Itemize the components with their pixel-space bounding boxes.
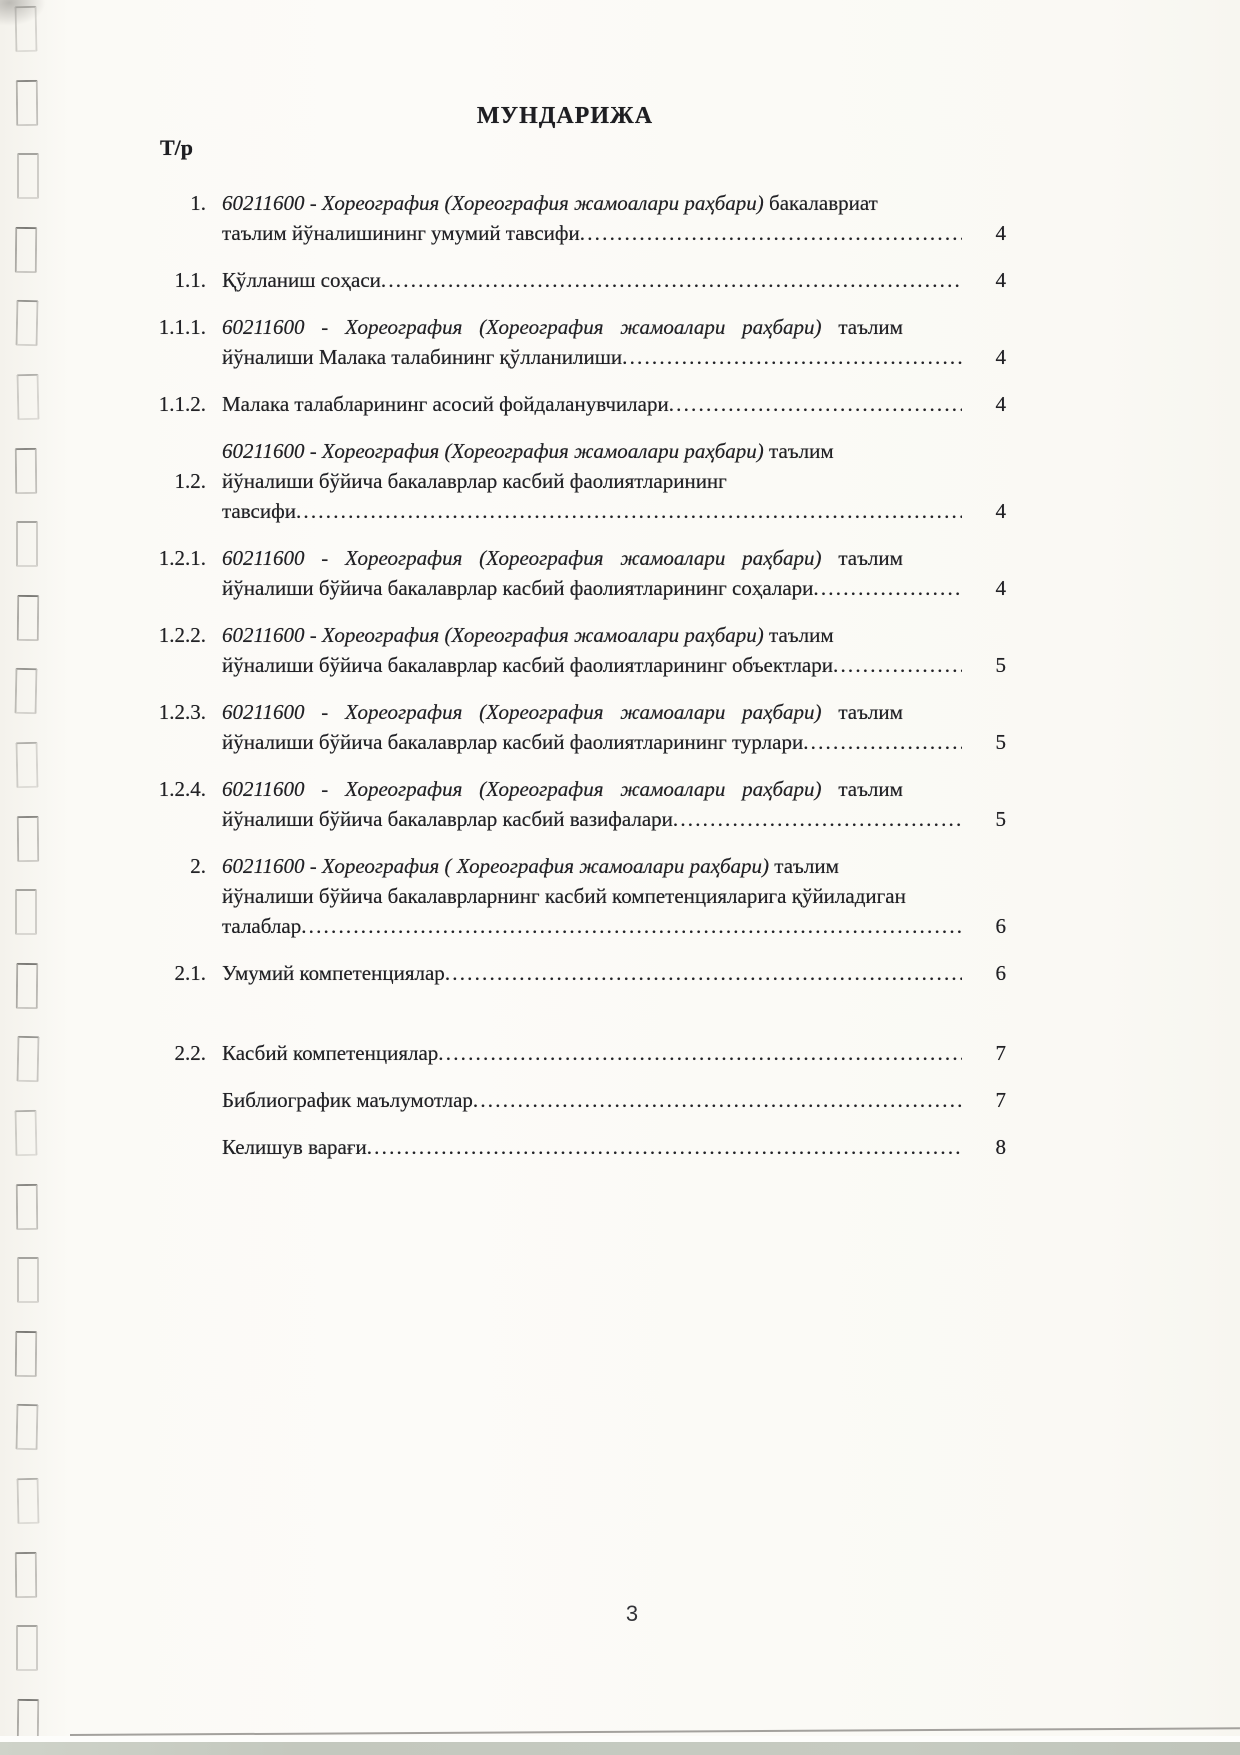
toc-entry-title bbox=[222, 774, 962, 834]
binding-hole bbox=[16, 742, 39, 788]
toc-entry bbox=[134, 1038, 1006, 1068]
scan-page-edge-line bbox=[70, 1727, 1240, 1736]
toc-title-segment: таълим bbox=[821, 546, 903, 570]
binding-hole bbox=[15, 227, 37, 273]
toc-entry-line bbox=[222, 881, 962, 911]
toc-entry bbox=[134, 312, 1006, 372]
dotted-leader bbox=[438, 1038, 962, 1068]
toc-title-segment: йўналиши бўйича бакалаврлар касбий фаолиятларининг турлари bbox=[222, 730, 804, 754]
toc-entry-line bbox=[222, 543, 962, 573]
toc-title-segment: таълим bbox=[763, 439, 834, 463]
toc-entry-title bbox=[222, 620, 962, 680]
toc-entry-line bbox=[222, 958, 962, 988]
toc-entry bbox=[134, 958, 1006, 988]
toc-entry-page-number: 5 bbox=[995, 730, 1006, 754]
toc-entry-number: 1.1. bbox=[174, 268, 206, 292]
toc-entry bbox=[134, 188, 1006, 248]
toc-entry-line bbox=[222, 620, 962, 650]
binding-hole bbox=[17, 1478, 40, 1524]
toc-entry-page-number: 4 bbox=[995, 499, 1006, 523]
toc-title-segment: бакалавриат bbox=[763, 191, 878, 215]
toc-title-segment: таълим йўналишининг умумий тавсифи bbox=[222, 221, 580, 245]
dotted-leader bbox=[445, 958, 962, 988]
toc-title-segment: талаблар bbox=[222, 914, 302, 938]
binding-hole bbox=[15, 1110, 38, 1156]
binding-hole bbox=[15, 1551, 37, 1597]
toc-entry-number bbox=[134, 1132, 222, 1162]
binding-hole bbox=[15, 889, 37, 935]
toc-entry-title bbox=[222, 543, 962, 603]
toc-entry-line bbox=[222, 342, 962, 372]
binding-hole bbox=[16, 1625, 38, 1671]
toc-entry-page-number: 6 bbox=[995, 914, 1006, 938]
binding-hole bbox=[15, 668, 38, 714]
toc-title-segment: йўналиши Малака талабининг қўлланилиши bbox=[222, 345, 623, 369]
toc-title-segment: Қўлланиш соҳаси bbox=[222, 268, 381, 292]
toc-entry-number: 1.2.3. bbox=[158, 700, 206, 724]
binding-hole bbox=[17, 1257, 39, 1303]
toc-entry-line bbox=[222, 1085, 962, 1115]
toc-entry-line bbox=[222, 1132, 962, 1162]
binding-hole bbox=[16, 1404, 39, 1450]
toc-entry-page-number: 4 bbox=[995, 576, 1006, 600]
toc-entry bbox=[134, 436, 1006, 526]
toc-entry-title bbox=[222, 697, 962, 757]
column-header-tr: Т/р bbox=[160, 135, 194, 160]
toc-entry-page-number: 8 bbox=[995, 1135, 1006, 1159]
toc-entry-number bbox=[134, 1085, 222, 1115]
toc-entry-number: 1.1.1. bbox=[158, 315, 206, 339]
toc-title-italic-segment: 60211600 - Хореография (Хореография жамоалари раҳбари) bbox=[222, 315, 822, 339]
binding-hole bbox=[16, 300, 39, 346]
toc-title-segment: таълим bbox=[821, 315, 903, 339]
toc-entry-number: 2.2. bbox=[174, 1041, 206, 1065]
toc-entry-title bbox=[222, 1132, 962, 1162]
toc-title-segment: Умумий компетенциялар bbox=[222, 961, 445, 985]
toc-entry-title bbox=[222, 188, 962, 248]
toc-entry-page-number: 7 bbox=[995, 1041, 1006, 1065]
toc-title-segment: таълим bbox=[769, 854, 839, 878]
toc-title-italic-segment: 60211600 - Хореография (Хореография жамоалари раҳбари) bbox=[222, 439, 764, 463]
toc-entry-line bbox=[222, 312, 962, 342]
toc-entry-line bbox=[222, 265, 962, 295]
toc-entry-title bbox=[222, 389, 962, 419]
dotted-leader bbox=[580, 218, 962, 248]
binding-hole bbox=[15, 447, 37, 493]
binding-hole bbox=[17, 595, 39, 641]
toc-title-segment: тавсифи bbox=[222, 499, 296, 523]
toc-entry-line bbox=[222, 218, 962, 248]
toc-entry-line bbox=[222, 697, 962, 727]
binding-hole bbox=[17, 815, 39, 861]
toc-entry-page-number: 7 bbox=[995, 1088, 1006, 1112]
toc-entry-page-number: 4 bbox=[995, 268, 1006, 292]
dotted-leader bbox=[669, 389, 962, 419]
binding-hole bbox=[16, 963, 38, 1009]
scan-bottom-strip bbox=[0, 1742, 1240, 1755]
dotted-leader bbox=[622, 342, 962, 372]
toc-entry-line bbox=[222, 650, 962, 680]
toc-entry-title bbox=[222, 436, 962, 526]
toc-title-segment: Малака талабларининг асосий фойдаланувчилари bbox=[222, 392, 669, 416]
dotted-leader bbox=[473, 1085, 962, 1115]
toc-entry-page-number: 4 bbox=[995, 345, 1006, 369]
toc-entry bbox=[134, 774, 1006, 834]
toc-title-italic-segment: 60211600 - Хореография (Хореография жамоалари раҳбари) bbox=[222, 777, 822, 801]
toc-entry-page-number: 5 bbox=[995, 653, 1006, 677]
dotted-leader bbox=[381, 265, 962, 295]
toc-entry bbox=[134, 389, 1006, 419]
toc-entry-page-number: 4 bbox=[995, 221, 1006, 245]
toc-title-segment: таълим bbox=[821, 777, 903, 801]
toc-entry bbox=[134, 697, 1006, 757]
toc-title-segment: йўналиши бўйича бакалаврлар касбий фаолиятларининг соҳалари bbox=[222, 576, 814, 600]
toc-entry-line bbox=[222, 911, 962, 941]
binding-hole bbox=[17, 374, 40, 420]
toc-entry-line bbox=[222, 573, 962, 603]
toc-entry-title bbox=[222, 312, 962, 372]
toc-title-segment: Келишув варағи bbox=[222, 1135, 367, 1159]
binding-hole bbox=[15, 1331, 37, 1377]
toc-entry-line bbox=[222, 188, 962, 218]
dotted-leader bbox=[296, 496, 962, 526]
scan-corner-smudge bbox=[0, 0, 46, 26]
toc-entry-line bbox=[222, 727, 962, 757]
toc-entry-page-number: 4 bbox=[995, 392, 1006, 416]
toc-title-italic-segment: 60211600 - Хореография (Хореография жамоалари раҳбари) bbox=[222, 546, 822, 570]
dotted-leader bbox=[833, 650, 962, 680]
toc-entry-title bbox=[222, 958, 962, 988]
toc-entry-title bbox=[222, 265, 962, 295]
binding-hole bbox=[17, 1036, 40, 1082]
toc-title-italic-segment: 60211600 - Хореография ( Хореография жамоалари раҳбари) bbox=[222, 854, 770, 878]
toc-title-segment: йўналиши бўйича бакалаврлар касбий фаолиятларининг bbox=[222, 469, 727, 493]
binding-hole bbox=[16, 521, 38, 567]
toc-title-italic-segment: 60211600 - Хореография (Хореография жамоалари раҳбари) bbox=[222, 623, 764, 647]
dotted-leader bbox=[367, 1132, 962, 1162]
toc-title-segment: йўналиши бўйича бакалаврлар касбий фаолиятларининг объектлари bbox=[222, 653, 833, 677]
toc-entry-line bbox=[222, 774, 962, 804]
toc-entry-line bbox=[222, 436, 962, 466]
toc-entry-number: 2. bbox=[190, 854, 206, 878]
toc-entry-line bbox=[222, 496, 962, 526]
toc-title-segment: Библиографик маълумотлар bbox=[222, 1088, 473, 1112]
toc-entry bbox=[134, 620, 1006, 680]
toc-entry-number: 1.2. bbox=[174, 469, 206, 493]
toc-entry-line bbox=[222, 466, 962, 496]
toc-title-segment: йўналиши бўйича бакалаврлар касбий вазифалари bbox=[222, 807, 673, 831]
toc-entry bbox=[134, 543, 1006, 603]
toc-entry-line bbox=[222, 1038, 962, 1068]
dotted-leader bbox=[813, 573, 962, 603]
toc-list bbox=[134, 188, 1006, 1179]
toc-entry-title bbox=[222, 1085, 962, 1115]
toc-entry-line bbox=[222, 804, 962, 834]
toc-entry bbox=[134, 265, 1006, 295]
toc-title-italic-segment: 60211600 - Хореография (Хореография жамоалари раҳбари) bbox=[222, 191, 764, 215]
toc-title-segment: таълим bbox=[821, 700, 903, 724]
toc-entry-number: 1.2.2. bbox=[158, 623, 206, 647]
toc-entry bbox=[134, 1132, 1006, 1162]
toc-entry-title bbox=[222, 851, 962, 941]
footer-page-number: 3 bbox=[625, 1601, 639, 1626]
dotted-leader bbox=[803, 727, 962, 757]
binding-hole bbox=[17, 153, 39, 199]
dotted-leader bbox=[301, 911, 962, 941]
toc-entry-number: 1.1.2. bbox=[158, 392, 206, 416]
toc-title-segment: йўналиши бўйича бакалаврларнинг касбий компетенцияларига қўйиладиган bbox=[222, 884, 906, 908]
toc-entry-number: 1. bbox=[190, 191, 206, 215]
toc-title-segment: Касбий компетенциялар bbox=[222, 1041, 439, 1065]
toc-title-italic-segment: 60211600 - Хореография (Хореография жамоалари раҳбари) bbox=[222, 700, 822, 724]
toc-entry-number: 1.2.1. bbox=[158, 546, 206, 570]
dotted-leader bbox=[673, 804, 962, 834]
toc-entry-page-number: 6 bbox=[995, 961, 1006, 985]
toc-entry-page-number: 5 bbox=[995, 807, 1006, 831]
toc-entry bbox=[134, 851, 1006, 941]
toc-title-segment: таълим bbox=[763, 623, 834, 647]
toc-entry-line bbox=[222, 389, 962, 419]
toc-entry-number: 2.1. bbox=[174, 961, 206, 985]
toc-entry-line bbox=[222, 851, 962, 881]
toc-entry bbox=[134, 1085, 1006, 1115]
page-title: МУНДАРИЖА bbox=[476, 103, 654, 129]
toc-entry-title bbox=[222, 1038, 962, 1068]
binding-hole bbox=[16, 1183, 38, 1229]
toc-entry-number: 1.2.4. bbox=[158, 777, 206, 801]
